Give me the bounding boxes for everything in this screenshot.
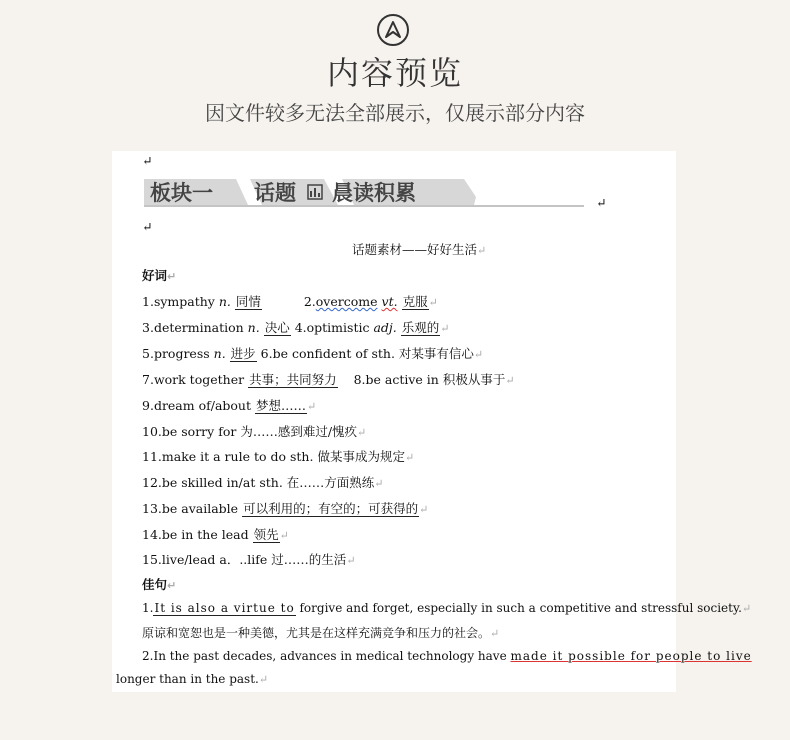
vocab-line: 9.dream of/about 梦想……↵	[142, 398, 317, 413]
vocab-line: 15.live/lead a．..life 过……的生活↵	[142, 552, 356, 567]
sentence-en-cont: longer than in the past.↵	[116, 672, 269, 686]
banner-part3: 晨读积累	[332, 181, 416, 205]
vocab-line: 11.make it a rule to do sth. 做某事成为规定↵	[142, 449, 415, 464]
paragraph-mark: ↵	[142, 153, 153, 168]
banner-part2: 话题	[254, 181, 296, 205]
vocab-line: 13.be available 可以利用的；有空的；可获得的↵	[142, 501, 429, 516]
vocab-line: 5.progress n. 进步 6.be confident of sth. 对某事有信心↵	[142, 346, 484, 361]
vocab-line: 3.determination n. 决心 4.optimistic adj. 乐观的↵	[142, 320, 450, 335]
vocab-line: 10.be sorry for 为……感到难过/愧疚↵	[142, 424, 367, 439]
document-preview	[112, 151, 752, 692]
section-sentences-heading: 佳句↵	[142, 577, 177, 592]
paragraph-mark: ↵	[596, 195, 607, 210]
scroll-up-icon[interactable]	[377, 14, 409, 46]
page-subtitle: 因文件较多无法全部展示，仅展示部分内容	[205, 101, 585, 125]
paragraph-mark: ↵	[142, 219, 153, 234]
vocab-line: 1.sympathy n. 同情 2.overcome vt. 克服↵	[142, 294, 438, 309]
vocab-line: 12.be skilled in/at sth. 在……方面熟练↵	[142, 475, 384, 490]
sentence-en: 2.In the past decades, advances in medical technology have made it possible for people to live	[142, 649, 752, 663]
section-banner	[144, 175, 607, 210]
section-words-heading: 好词↵	[142, 268, 177, 283]
vocab-line: 14.be in the lead 领先↵	[142, 527, 289, 542]
sentence-en: 1.It is also a virtue to forgive and forget, especially in such a competitive and stressful society.↵	[142, 601, 752, 615]
vocab-line: 7.work together 共事；共同努力 8.be active in 积极从事于↵	[142, 372, 515, 387]
topic-heading: 话题素材——好好生活↵	[352, 242, 487, 257]
banner-part1: 板块一	[150, 181, 213, 205]
sentence-zh: 原谅和宽恕也是一种美德，尤其是在这样充满竞争和压力的社会。↵	[142, 626, 500, 640]
page-title: 内容预览	[326, 54, 463, 92]
